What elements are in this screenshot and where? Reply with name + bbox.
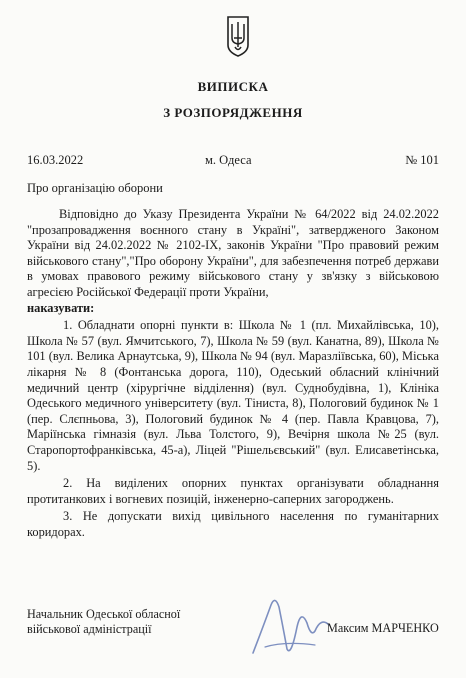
preamble-paragraph: Відповідно до Указу Президента України № 64/2022 від 24.02.2022 "прозапровадження воєнного стану в Україні", затвердженого Законом України від 24.02.2022 № 2102-IX, законів України "Про правовий режим військового стану","Про оборону України", для забезпечення потреб держави в умовах правового режиму військового стану у зв'язку з військовою агресією Російської Федерації проти України, <box>27 207 439 299</box>
handwritten-signature <box>245 587 335 663</box>
signer-position-line-1: Начальник Одеської обласної <box>27 607 181 621</box>
trident-emblem-icon <box>224 14 252 58</box>
document-city: м. Одеса <box>205 153 252 167</box>
order-item-2: 2. На виділених опорних пунктах організувати обладнання протитанкових і вогневих позицій, інженерно-саперних загороджень. <box>27 476 439 506</box>
document-subtitle: З РОЗПОРЯДЖЕННЯ <box>163 105 303 120</box>
order-item-1: 1. Обладнати опорні пункти в: Школа № 1 (пл. Михайлівська, 10), Школа № 57 (вул. Ямчитського, 7), Школа № 59 (вул. Канатна, 89), Школа № 101 (вул. Велика Арнаутська, 9), Школа № 94 (вул. Маразліївська, 60), Міська лікарня № 8 (Фонтанська дорога, 110), Одеський обласний клінічний медичний центр (хірургічне відділення) (вул. Суднобудівна, 1), Клініка Одеського медичного університету (вул. Тіниста, 8), Пологовий будинок № 1 (пер. Слєпньова, 3), Пологовий будинок № 4 (пер. Павла Кравцова, 7), Маріїнська гімназія (вул. Льва Толстого, 9), Вечірня школа №25 (вул. Старопортофранківська, 45-а), Ліцей "Рішельєвський" (вул. Елисаветінська, 5). <box>27 318 439 473</box>
signer-position <box>27 607 180 637</box>
order-item-3: 3. Не допускати вихід цивільного населення по гуманітарних коридорах. <box>27 509 439 539</box>
document-title: ВИПИСКА <box>197 79 269 94</box>
document-body <box>27 207 439 540</box>
signer-name: Максим МАРЧЕНКО <box>327 621 439 635</box>
document-number: № 101 <box>405 153 439 167</box>
document-subject: Про організацію оборони <box>27 181 163 195</box>
document-date: 16.03.2022 <box>27 153 84 167</box>
orders-label: наказувати: <box>27 300 95 315</box>
signer-position-line-2: військової адміністрації <box>27 622 152 636</box>
